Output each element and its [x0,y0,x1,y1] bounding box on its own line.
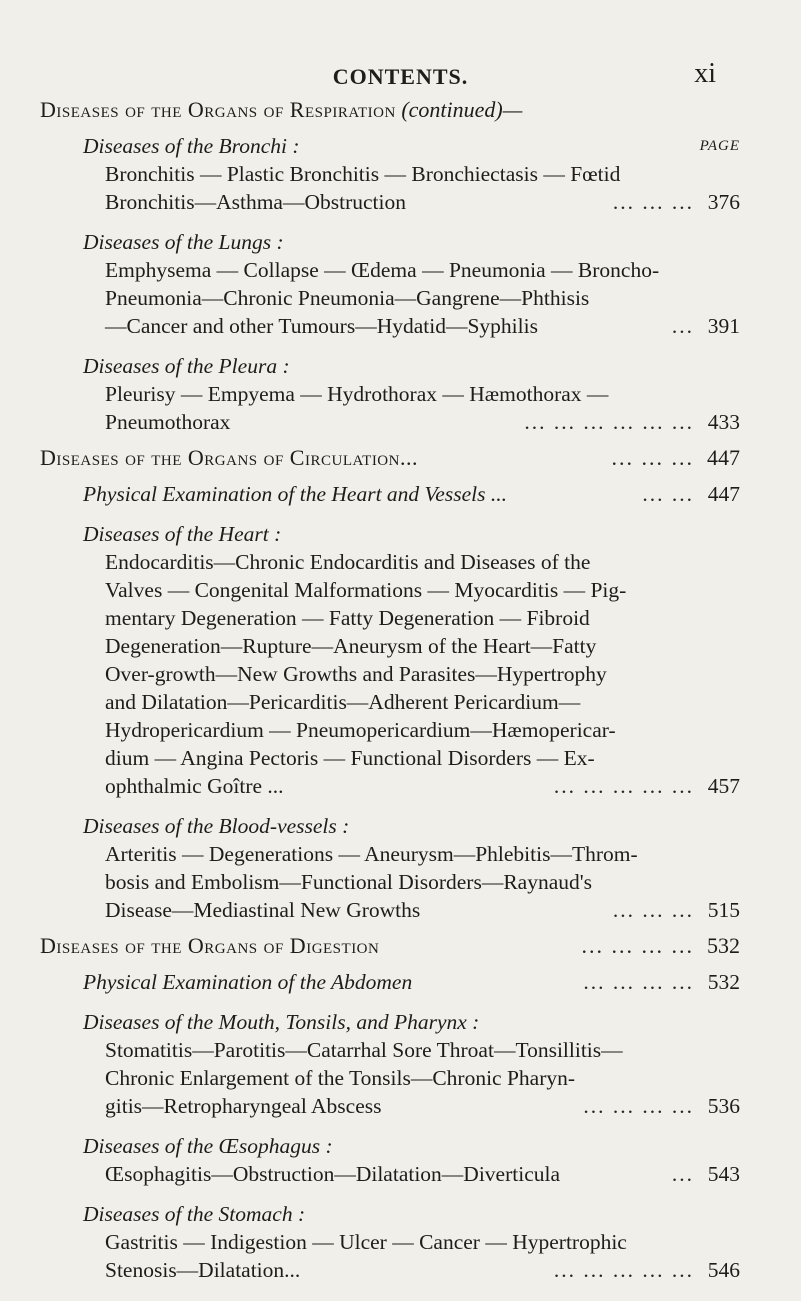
subsection-pleura: Diseases of the Pleura : [83,354,290,378]
subsection-lungs: Diseases of the Lungs : [83,230,284,254]
entry-line-final [40,1092,740,1120]
leader-dots: ... [671,1162,694,1186]
subsection-mouth: Diseases of the Mouth, Tonsils, and Pharynx : [83,1010,480,1034]
subsection-title: Physical Examination of the Heart and Vessels ... [83,482,507,506]
entry-line: Hydropericardium — Pneumopericardium—Hæmopericar- [105,718,616,742]
subsection-physical-abdomen [40,968,740,996]
page-column-label: PAGE [699,138,740,154]
leader-dots: ... ... ... [611,445,694,470]
entry-line: mentary Degeneration — Fatty Degeneration — Fibroid [105,606,590,630]
continued-note: (continued)— [401,97,523,122]
subsection-stomach: Diseases of the Stomach : [83,1202,306,1226]
subsection-physical-heart [40,480,740,508]
entry-line-final [40,1160,740,1188]
page-folio: xi [694,58,716,89]
entry-text: ophthalmic Goître ... [105,774,284,798]
leader-dots: ... ... ... ... [581,933,694,958]
page-number: 447 [707,445,740,470]
page-number: 546 [707,1258,740,1282]
running-title: CONTENTS. [332,64,469,89]
section-heading-respiration [40,96,740,124]
entry-line-final [40,772,740,800]
page-number: 391 [707,314,740,338]
leader-dots: ... ... ... [612,898,694,922]
entry-line: Pneumonia—Chronic Pneumonia—Gangrene—Phthisis [105,286,590,310]
page-number: 447 [707,482,740,506]
section-heading-circulation [40,444,740,472]
section-title: Diseases of the Organs of Digestion [40,933,380,958]
page-number: 376 [707,190,740,214]
entry-text: gitis—Retropharyngeal Abscess [105,1094,382,1118]
entry-line: Arteritis — Degenerations — Aneurysm—Phlebitis—Throm- [105,842,638,866]
page-number: 543 [707,1162,740,1186]
entry-text: Stenosis—Dilatation... [105,1258,301,1282]
page-number: 433 [707,410,740,434]
page-number: 532 [707,933,740,958]
entry-line: Gastritis — Indigestion — Ulcer — Cancer — Hypertrophic [105,1230,627,1254]
entry-line: dium — Angina Pectoris — Functional Disorders — Ex- [105,746,595,770]
subsection-title: Physical Examination of the Abdomen [83,970,413,994]
page-number: 457 [707,774,740,798]
leader-dots: ... ... ... [612,190,694,214]
leader-dots: ... ... ... ... ... ... [524,410,694,434]
leader-dots: ... ... [642,482,694,506]
entry-line: Bronchitis — Plastic Bronchitis — Bronchiectasis — Fœtid [105,162,621,186]
entry-line-final [40,312,740,340]
subsection-bronchi [40,132,740,160]
entry-line: Stomatitis—Parotitis—Catarrhal Sore Throat—Tonsillitis— [105,1038,623,1062]
entry-text: Œsophagitis—Obstruction—Dilatation—Diverticula [105,1162,561,1186]
subsection-blood-vessels: Diseases of the Blood-vessels : [83,814,350,838]
subsection-title: Diseases of the Bronchi : [83,134,300,158]
leader-dots: ... ... ... ... [583,970,694,994]
entry-line: Emphysema — Collapse — Œdema — Pneumonia — Broncho- [105,258,660,282]
leader-dots: ... ... ... ... ... [553,1258,694,1282]
leader-dots: ... ... ... ... ... [553,774,694,798]
page-number: 532 [707,970,740,994]
page-number: 515 [707,898,740,922]
entry-text: Disease—Mediastinal New Growths [105,898,421,922]
subsection-oesophagus: Diseases of the Œsophagus : [83,1134,333,1158]
entry-text: Pneumothorax [105,410,231,434]
table-of-contents [40,96,740,1284]
entry-line: Endocarditis—Chronic Endocarditis and Diseases of the [105,550,591,574]
entry-text: Bronchitis—Asthma—Obstruction [105,190,406,214]
leader-dots: ... [671,314,694,338]
section-title: Diseases of the Organs of Respiration [40,97,396,122]
subsection-heart: Diseases of the Heart : [83,522,282,546]
entry-text: —Cancer and other Tumours—Hydatid—Syphilis [105,314,538,338]
entry-line-final [40,1256,740,1284]
section-title: Diseases of the Organs of Circulation... [40,445,418,470]
entry-line: Degeneration—Rupture—Aneurysm of the Heart—Fatty [105,634,597,658]
section-heading-digestion [40,932,740,960]
leader-dots: ... ... ... ... [583,1094,694,1118]
page-number: 536 [707,1094,740,1118]
entry-line: Valves — Congenital Malformations — Myocarditis — Pig- [105,578,627,602]
entry-line: bosis and Embolism—Functional Disorders—Raynaud's [105,870,592,894]
entry-line: Chronic Enlargement of the Tonsils—Chronic Pharyn- [105,1066,576,1090]
entry-line-final [40,188,740,216]
entry-line: Pleurisy — Empyema — Hydrothorax — Hæmothorax — [105,382,609,406]
entry-line-final [40,408,740,436]
entry-line-final [40,896,740,924]
entry-line: and Dilatation—Pericarditis—Adherent Pericardium— [105,690,581,714]
entry-line: Over-growth—New Growths and Parasites—Hypertrophy [105,662,607,686]
